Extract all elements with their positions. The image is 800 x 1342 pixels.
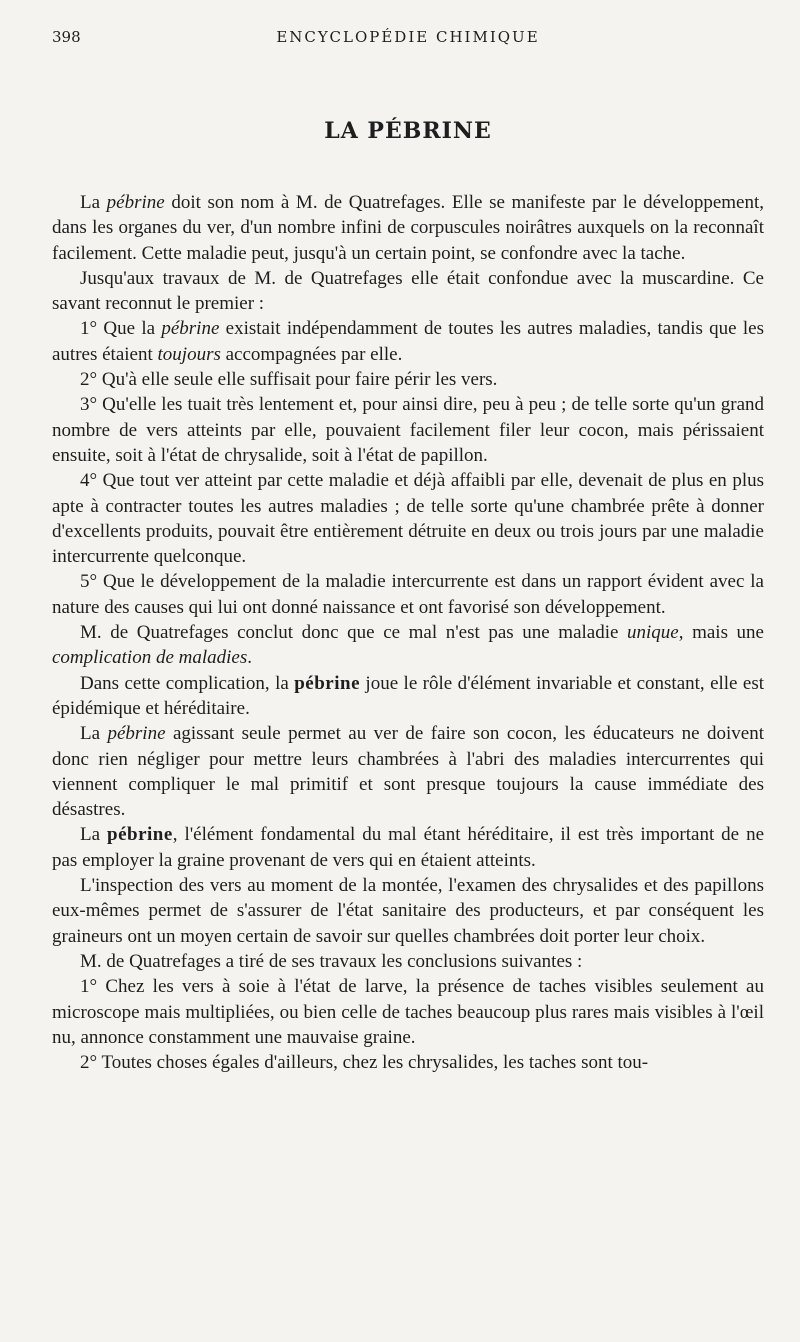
paragraph: Jusqu'aux travaux de M. de Quatrefages elle était confondue avec la muscardine. Ce savant reconnut le premier : [52, 267, 764, 315]
paragraph: 1° Que la pébrine existait indépendamment de toutes les autres maladies, tandis que les autres étaient toujours accompagnées par elle. [52, 318, 765, 365]
paragraph: 5° Que le développement de la maladie intercurrente est dans un rapport évident avec la nature des causes qui lui ont donné naissance et ont favorisé son développement. [52, 571, 764, 618]
paragraph: L'inspection des vers au moment de la montée, l'examen des chrysalides et des papillons eux-mêmes permet de s'assurer de l'état sanitaire des producteurs, et par conséquent les graineurs ont un moyen certain de savoir sur quelles chambrées doit porter leur choix. [52, 875, 764, 947]
page-number: 398 [52, 28, 81, 46]
running-title: ENCYCLOPÉDIE CHIMIQUE [276, 28, 540, 46]
paragraph: La pébrine doit son nom à M. de Quatrefages. Elle se manifeste par le développement, dans les organes du ver, d'un nombre infini de corpuscules noirâtres auxquels on la reconnaît facilement. Cette maladie peut, jusqu'à un certain point, se confondre avec la tache. [52, 192, 764, 264]
running-header [52, 28, 764, 52]
paragraph: 1° Chez les vers à soie à l'état de larve, la présence de taches visibles seulement au microscope mais multipliées, ou bien celle de taches beaucoup plus rares mais visibles à l'œil nu, annonce constamment une mauvaise graine. [52, 976, 764, 1048]
paragraph: 3° Qu'elle les tuait très lentement et, pour ainsi dire, peu à peu ; de telle sorte qu'un grand nombre de vers atteints par elle, pouvaient facilement filer leur cocon, mais périssaient ensuite, soit à l'état de chrysalide, soit à l'état de papillon. [52, 394, 764, 466]
paragraph: M. de Quatrefages a tiré de ses travaux les conclusions suivantes : [80, 950, 583, 972]
paragraph: 2° Toutes choses égales d'ailleurs, chez les chrysalides, les taches sont tou- [80, 1052, 649, 1074]
paragraph: M. de Quatrefages conclut donc que ce mal n'est pas une maladie unique, mais une complication de maladies. [52, 622, 764, 669]
paragraph: La pébrine agissant seule permet au ver de faire son cocon, les éducateurs ne doivent donc rien négliger pour mettre leurs chambrées à l'abri des maladies intercurrentes qui viennent compliquer le mal primitif et sont presque toujours la cause immédiate des désastres. [52, 723, 764, 821]
article-title: LA PÉBRINE [324, 118, 492, 144]
paragraph: 2° Qu'à elle seule elle suffisait pour faire périr les vers. [80, 369, 498, 391]
paragraph: Dans cette complication, la pébrine joue le rôle d'élément invariable et constant, elle est épidémique et héréditaire. [52, 672, 765, 719]
paragraph: 4° Que tout ver atteint par cette maladie et déjà affaibli par elle, devenait de plus en plus apte à contracter toutes les autres maladies ; de telle sorte qu'une chambrée prête à donner d'excellents produits, pouvait être entièrement détruite en deux ou trois jours par une maladie intercurrente quelconque. [52, 470, 764, 568]
paragraph: La pébrine, l'élément fondamental du mal étant héréditaire, il est très important de ne pas employer la graine provenant de vers qui en étaient atteints. [52, 824, 764, 871]
article-body [52, 190, 764, 1075]
